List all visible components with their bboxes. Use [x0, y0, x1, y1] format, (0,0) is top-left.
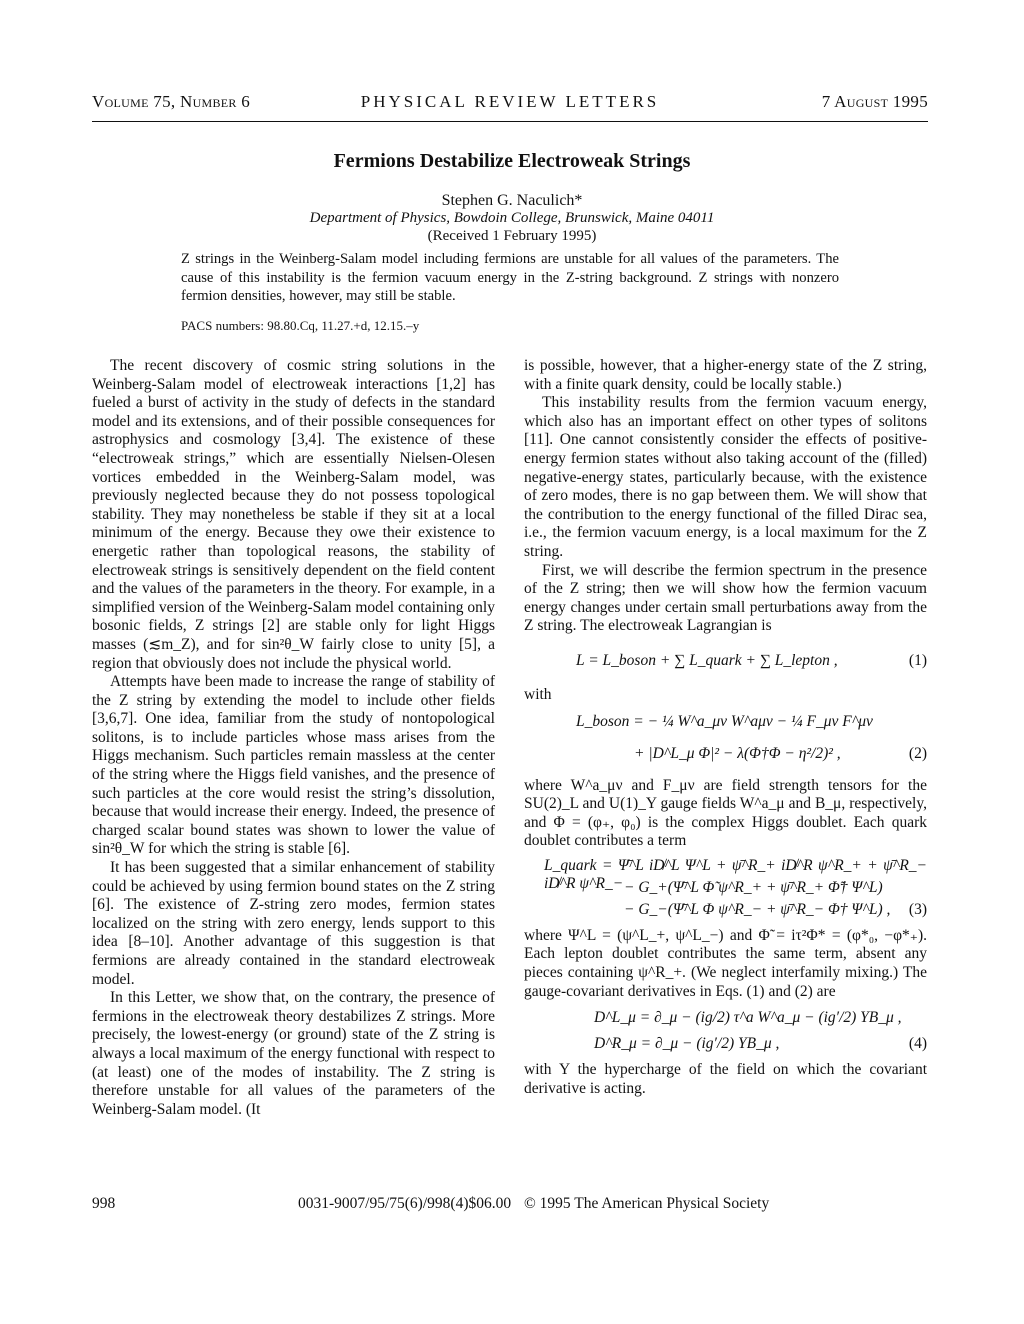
equation-number: (4) [908, 1035, 927, 1053]
equation-body: L_quark = Ψ̄^L iD̸^L Ψ^L + ψ̄^R_+ iD̸^R ψ^R_+ + ψ̄^R_− iD̸^R ψ^R_− [544, 856, 927, 893]
issue-date: 7 August 1995 [821, 92, 928, 111]
paragraph: Attempts have been made to increase the range of stability of the Z string by extending the model to include other fields [3,6,7]. One idea, familiar from the study of nontopological solitons, is to include particles whose mass arises from the Higgs mechanism. Such particles remain massless at the center of the string where the Higgs field vanishes, and the presence of such particles at the core would resist the string’s dissolution, because that would increase their energy. Indeed, the presence of charged scalar bound states was shown to lower the value of sin²θ_W for which the string is stable [6]. [92, 673, 495, 858]
equation-number: (3) [908, 900, 927, 918]
paragraph: It has been suggested that a similar enhancement of stability could be achieved by using fermion bound states on the Z string [6]. The existence of Z-string zero modes, fermion states localized on the string with zero energy, lends support to this idea [8–10]. Another advantage of this suggestion is that fermions are already contained in the standard electroweak model. [92, 859, 495, 988]
paragraph: This instability results from the fermion vacuum energy, which also has an important effect on other types of solitons [11]. One cannot consistently consider the effects of positive-energy fermion states without also taking account of the (filled) negative-energy states, particularly because, with the existence of zero modes, there is no gap between them. We will show that the contribution to the energy functional of the filled Dirac sea, i.e., the fermion vacuum energy, is a local maximum for the Z string. [524, 394, 927, 560]
equation-body: D^L_μ = ∂_μ − (ig/2) τ^a W^a_μ − (ig′/2) YB_μ , [594, 1009, 902, 1027]
paragraph: where Ψ^L = (ψ^L_+, ψ^L_−) and Φ̃ = iτ²Φ* = (φ*₀, −φ*₊). Each lepton doublet contributes the same term, absent any pieces containing ψ^R_+. (We neglect interfamily mixing.) The gauge-covariant derivatives in Eqs. (1) and (2) are [524, 926, 927, 1000]
equation-body: L_boson = − ¼ W^a_μν W^aμν − ¼ F_μν F^μν [576, 712, 873, 730]
pacs-numbers: PACS numbers: 98.80.Cq, 11.27.+d, 12.15.–y [181, 318, 420, 333]
text-with: with [524, 685, 552, 703]
paragraph: In this Letter, we show that, on the contrary, the presence of fermions in the electroweak theory destabilizes Z strings. More precisely, the lowest-energy (or ground) state of the Z string is always a local maximum of the energy functional with respect to (at least) one of the modes of instability. The Z string is therefore unstable for all values of the parameters of the Weinberg-Salam model. (It [92, 989, 495, 1118]
equation-3c [524, 899, 927, 923]
equation-3b [524, 877, 927, 899]
page-number: 998 [92, 1195, 116, 1212]
received-date: (Received 1 February 1995) [427, 228, 597, 244]
volume-number: Volume 75, Number 6 [92, 92, 251, 111]
paragraph: with Y the hypercharge of the field on which the covariant derivative is acting. [524, 1061, 927, 1097]
equation-4b [524, 1033, 927, 1059]
equation-4a [524, 1007, 927, 1033]
equation-2a [524, 711, 927, 737]
journal-name: PHYSICAL REVIEW LETTERS [360, 92, 660, 111]
equation-body: − G_−(Ψ̄^L Φ ψ^R_− + ψ̄^R_− Φ† Ψ^L) , [624, 900, 891, 918]
equation-1 [524, 642, 927, 680]
paragraph: The recent discovery of cosmic string solutions in the Weinberg-Salam model of electroweak interactions [1,2] has fueled a burst of activity in the study of defects in the standard model and its extensions, and of their possible consequences for astrophysics and cosmology [3,4]. The existence of these “electroweak strings,” which are essentially Nielsen-Olesen vortices embedded in the Weinberg-Salam model, was previously neglected because they do not possess topological stability. They may nonetheless be stable if they sit at a local minimum of the energy. Because they owe their existence to energetic rather than topological reasons, the stability of electroweak strings is sensitively dependent on the field content and the values of the parameters in the theory. For example, in a simplified version of the Weinberg-Salam model containing only bosonic fields, Z strings [2] are stable only for light Higgs masses (≲m_Z), and for sin²θ_W fairly close to unity [5], a region that obviously does not include the physical world. [92, 357, 495, 672]
author: Stephen G. Naculich* [441, 192, 583, 209]
paper-title: Fermions Destabilize Electroweak Strings [333, 150, 691, 172]
paragraph: First, we will describe the fermion spectrum in the presence of the Z string; then we will show how the fermion vacuum energy changes under certain small perturbations away from the Z string. The electroweak Lagrangian is [524, 561, 927, 635]
equation-body: L = L_boson + ∑ L_quark + ∑ L_lepton , [576, 651, 838, 669]
equation-number: (2) [908, 744, 927, 762]
paragraph: is possible, however, that a higher-energy state of the Z string, with a finite quark density, could be locally stable.) [524, 357, 927, 393]
equation-body: + |D^L_μ Φ|² − λ(Φ†Φ − η²/2)² , [634, 744, 841, 762]
article-code: 0031-9007/95/75(6)/998(4)$06.00 [298, 1195, 512, 1212]
equation-body: D^R_μ = ∂_μ − (ig′/2) YB_μ , [594, 1035, 780, 1053]
affiliation: Department of Physics, Bowdoin College, Brunswick, Maine 04011 [309, 210, 715, 226]
paragraph: where W^a_μν and F_μν are field strength tensors for the SU(2)_L and U(1)_Y gauge fields W^a_μ and B_μ, respectively, and Φ = (φ₊, φ₀) is the complex Higgs doublet. Each quark doublet contributes a term [524, 776, 927, 850]
abstract: Z strings in the Weinberg-Salam model including fermions are unstable for all values of the parameters. The cause of this instability is the fermion vacuum energy in the Z-string background. Z strings with nonzero fermion densities, however, may still be stable. [181, 251, 839, 304]
equation-2b [524, 743, 927, 771]
header-rule [92, 121, 928, 122]
equation-body: − G_+(Ψ̄^L Φ̃ ψ^R_+ + ψ̄^R_+ Φ̃† Ψ^L) [624, 878, 883, 896]
copyright: © 1995 The American Physical Society [524, 1195, 770, 1212]
right-column [524, 357, 927, 1098]
equation-number: (1) [908, 651, 927, 669]
left-column [92, 357, 495, 1119]
